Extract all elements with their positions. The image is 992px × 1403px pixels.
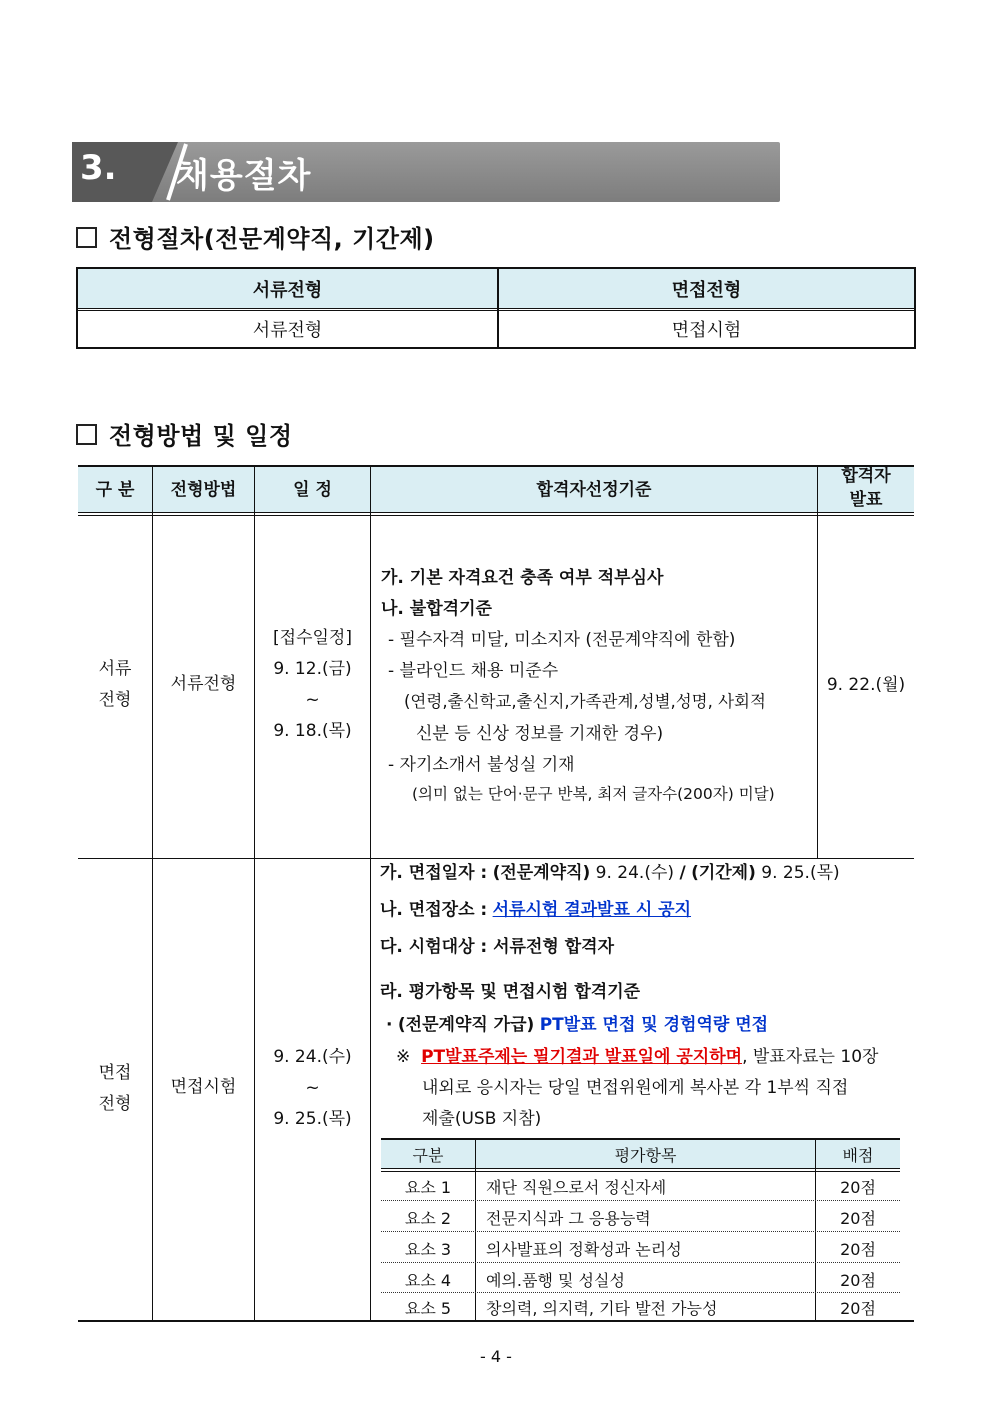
page-number: - 4 - <box>480 1347 512 1366</box>
doc-criteria-5: (연령,출신학교,출신지,가족관계,성별,성명, 사회적 <box>404 692 766 711</box>
schedule-heading <box>76 416 293 451</box>
header-criteria: 합격자선정기준 <box>536 479 652 500</box>
eval-row-4-item: 예의.품행 및 성실성 <box>486 1271 625 1290</box>
interview-line-place: 나. 면접장소 : 서류시험 결과발표 시 공지 <box>380 900 692 920</box>
checkbox-square-icon <box>76 227 97 248</box>
eval-row-2-score: 20점 <box>840 1209 876 1228</box>
procedure-heading <box>76 219 435 254</box>
eval-row-3-item: 의사발표의 정확성과 논리성 <box>486 1240 682 1259</box>
eval-row-4-category: 요소 4 <box>404 1271 452 1290</box>
interview-line-eval: 라. 평가항목 및 면접시험 합격기준 <box>380 982 641 1002</box>
section-title: 채용절차 <box>176 156 312 196</box>
interview-line-date: 가. 면접일자 : (전문계약직) 9. 24.(수) / (기간제) 9. 25.(목) <box>380 863 840 883</box>
eval-row-3-score: 20점 <box>840 1240 876 1259</box>
eval-row-4-score: 20점 <box>840 1271 876 1290</box>
doc-criteria-6: 신분 등 신상 정보를 기재한 경우) <box>416 724 664 744</box>
interview-method: 면접시험 <box>170 1077 237 1097</box>
procedure-value-interview: 면접시험 <box>671 320 742 341</box>
interview-line-target: 다. 시험대상 : 서류전형 합격자 <box>380 937 614 957</box>
interview-place-link: 서류시험 결과발표 시 공지 <box>492 900 692 920</box>
doc-method: 서류전형 <box>170 674 237 694</box>
doc-date: [접수일정] 9. 12.(금) ~ 9. 18.(목) <box>273 628 352 741</box>
doc-criteria-8: (의미 없는 단어·문구 반복, 최저 글자수(200자) 미달) <box>412 785 775 803</box>
doc-announce: 9. 22.(월) <box>826 675 906 695</box>
eval-header-item: 평가항목 <box>614 1146 677 1165</box>
eval-row-5-item: 창의력, 의지력, 기타 발전 가능성 <box>486 1299 718 1318</box>
doc-criteria-2: 나. 불합격기준 <box>381 599 492 619</box>
checkbox-square-icon <box>76 424 97 445</box>
eval-row-2-item: 전문지식과 그 응용능력 <box>486 1209 651 1228</box>
eval-row-5-category: 요소 5 <box>404 1299 452 1318</box>
interview-line-type: · (전문계약직 가급) PT발표 면접 및 경험역량 면접 <box>386 1015 769 1035</box>
eval-row-2-category: 요소 2 <box>404 1209 452 1228</box>
procedure-heading-text: 전형절차(전문계약직, 기간제) <box>109 225 435 253</box>
doc-category: 서류 전형 <box>98 659 132 710</box>
header-date: 일 정 <box>293 479 332 500</box>
eval-header-score: 배점 <box>842 1146 874 1165</box>
schedule-heading-text: 전형방법 및 일정 <box>109 422 293 450</box>
procedure-header-interview: 면접전형 <box>499 269 914 308</box>
eval-header-category: 구분 <box>412 1146 444 1165</box>
eval-row-1-category: 요소 1 <box>404 1178 452 1197</box>
header-announce-line1: 합격자 <box>841 466 891 486</box>
interview-date: 9. 24.(수) ~ 9. 25.(목) <box>273 1047 352 1129</box>
banner-number-block <box>72 142 152 202</box>
eval-row-3-category: 요소 3 <box>404 1240 452 1259</box>
eval-row-1-item: 재단 직원으로서 정신자세 <box>486 1178 667 1197</box>
eval-row-1-score: 20점 <box>840 1178 876 1197</box>
doc-criteria-1: 가. 기본 자격요건 충족 여부 적부심사 <box>381 568 664 588</box>
section-number: 3. <box>80 148 117 188</box>
header-announce-line2: 발표 <box>849 490 883 510</box>
eval-row-5-score: 20점 <box>840 1299 876 1318</box>
doc-criteria-7: - 자기소개서 불성실 기재 <box>388 755 575 775</box>
header-category: 구 분 <box>95 479 135 500</box>
interview-note-2: 내외로 응시자는 당일 면접위원에게 복사본 각 1부씩 직접 <box>422 1078 849 1098</box>
interview-note-3: 제출(USB 지참) <box>422 1109 542 1129</box>
procedure-table <box>76 267 916 349</box>
header-method: 전형방법 <box>170 479 237 500</box>
doc-criteria-4: - 블라인드 채용 미준수 <box>388 661 559 681</box>
interview-category: 면접 전형 <box>98 1063 132 1114</box>
section-banner <box>72 142 780 202</box>
procedure-header-doc: 서류전형 <box>78 269 497 308</box>
doc-criteria-3: - 필수자격 미달, 미소지자 (전문계약직에 한함) <box>388 630 736 650</box>
interview-note-1: ※ PT발표주제는 필기결과 발표일에 공지하며, 발표자료는 10장 <box>396 1047 879 1067</box>
procedure-value-doc: 서류전형 <box>252 320 323 341</box>
